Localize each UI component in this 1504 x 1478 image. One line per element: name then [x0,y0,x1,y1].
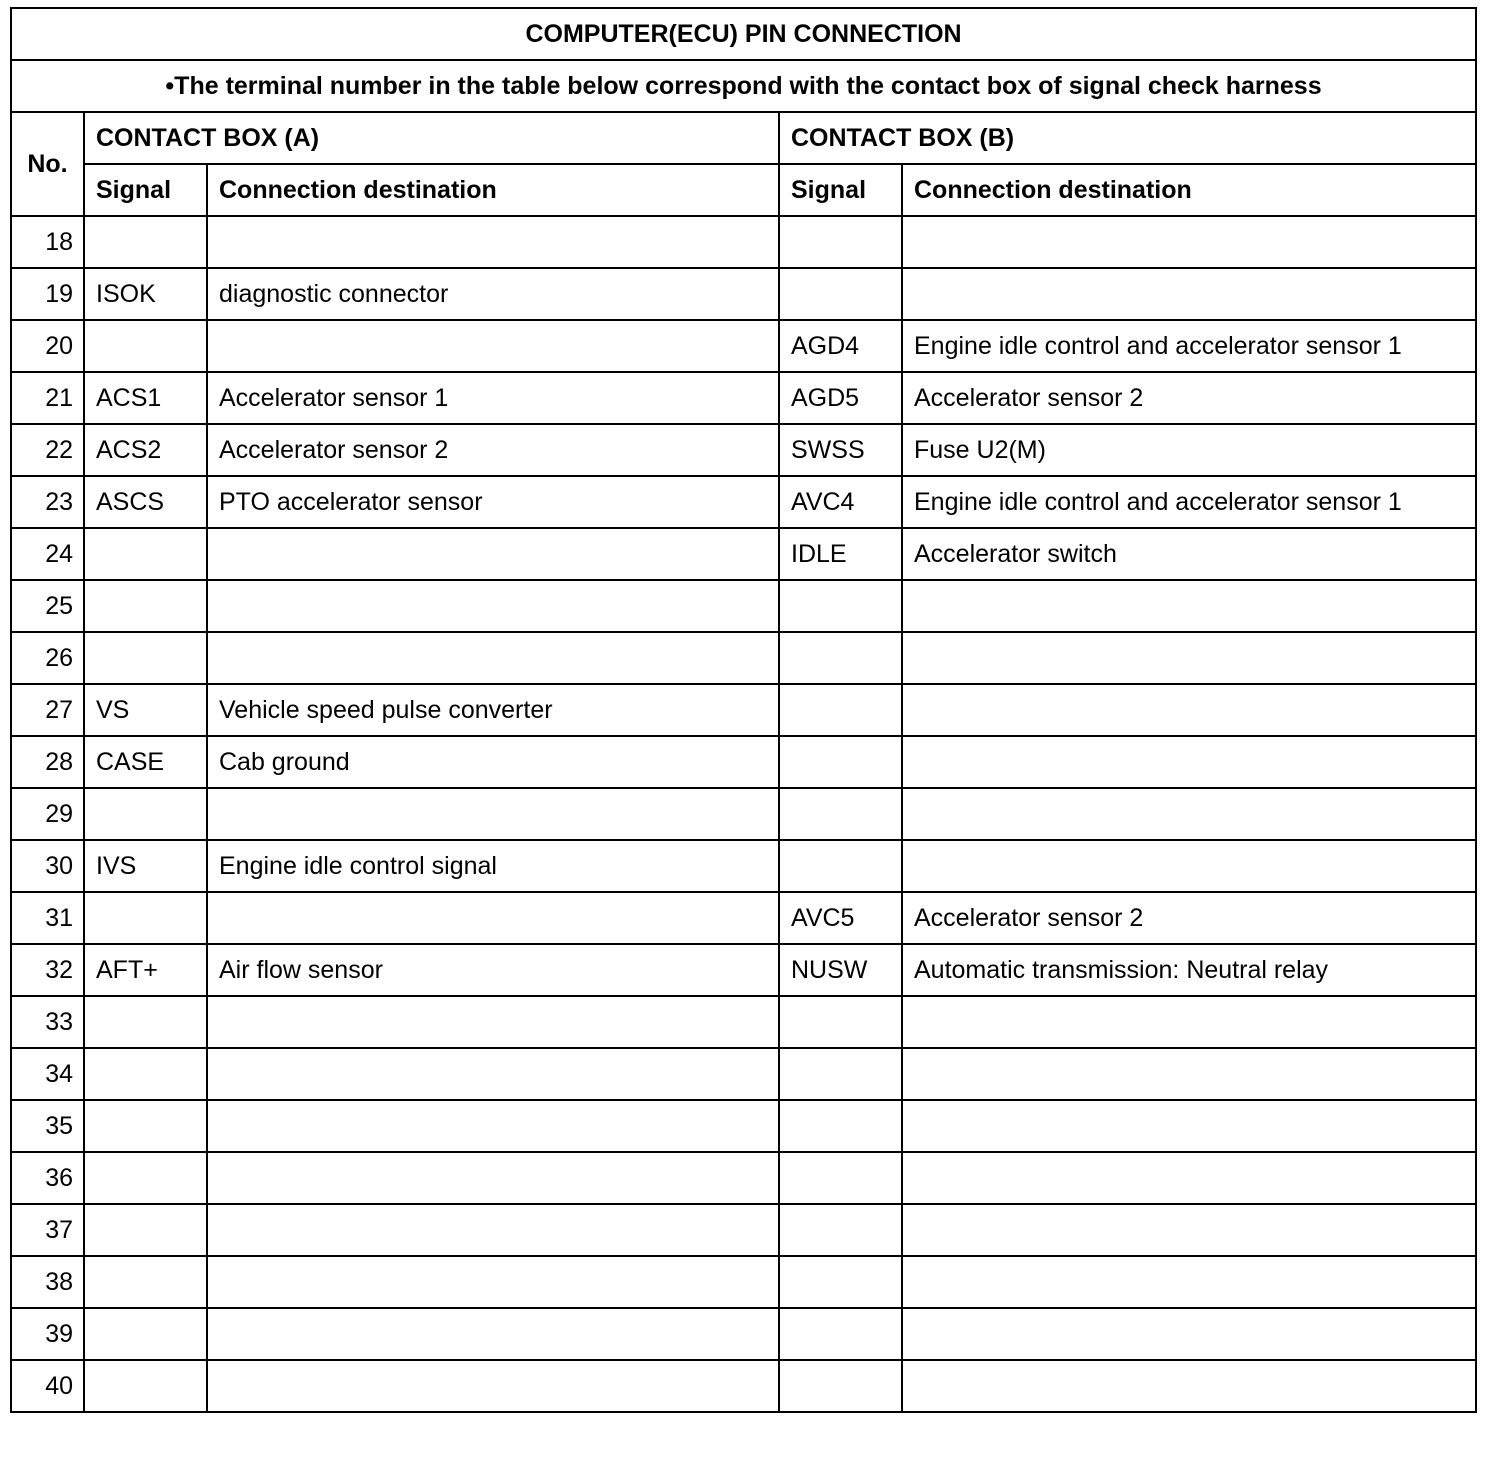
table-row [11,216,1476,268]
box-b-destination-cell [902,1048,1476,1100]
table-row [11,788,1476,840]
table-row [11,1152,1476,1204]
box-b-signal-cell [779,840,902,892]
table-row [11,632,1476,684]
box-a-destination-cell [207,892,779,944]
box-a-signal-cell: IVS [84,840,207,892]
box-a-signal-cell [84,1308,207,1360]
table-row [11,944,1476,996]
box-b-destination-cell: Engine idle control and accelerator sensor 1 [902,320,1476,372]
box-a-signal-cell: ACS1 [84,372,207,424]
box-b-destination-cell [902,736,1476,788]
pin-number-cell: 20 [11,320,84,372]
box-b-signal-cell [779,1360,902,1412]
box-b-destination-cell [902,1100,1476,1152]
box-a-signal-cell: ISOK [84,268,207,320]
box-a-signal-cell [84,216,207,268]
box-a-destination-cell: Air flow sensor [207,944,779,996]
box-b-signal-cell [779,1256,902,1308]
box-a-signal-cell [84,996,207,1048]
box-a-destination-cell [207,1048,779,1100]
box-a-signal-cell [84,1048,207,1100]
pin-number-cell: 38 [11,1256,84,1308]
table-row [11,1256,1476,1308]
box-b-signal-cell [779,632,902,684]
box-a-destination-cell [207,1100,779,1152]
box-b-destination-cell [902,268,1476,320]
box-a-destination-cell [207,996,779,1048]
table-row [11,840,1476,892]
pin-number-cell: 26 [11,632,84,684]
pin-number-cell: 39 [11,1308,84,1360]
box-b-destination-cell [902,1256,1476,1308]
pin-number-cell: 19 [11,268,84,320]
pin-connection-table [10,7,1477,1413]
box-a-destination-cell [207,632,779,684]
header-destination-b: Connection destination [902,164,1476,216]
table-row [11,372,1476,424]
pin-number-cell: 23 [11,476,84,528]
box-a-destination-cell: Engine idle control signal [207,840,779,892]
box-b-destination-cell [902,788,1476,840]
table-row [11,892,1476,944]
table-row [11,528,1476,580]
box-a-destination-cell [207,580,779,632]
header-contact-box-b: CONTACT BOX (B) [779,112,1476,164]
box-b-destination-cell [902,1152,1476,1204]
box-b-destination-cell: Accelerator sensor 2 [902,372,1476,424]
box-b-signal-cell: NUSW [779,944,902,996]
box-b-destination-cell: Fuse U2(M) [902,424,1476,476]
box-b-destination-cell [902,1308,1476,1360]
box-b-signal-cell: AGD5 [779,372,902,424]
box-b-destination-cell: Accelerator switch [902,528,1476,580]
box-a-destination-cell [207,1308,779,1360]
table-row [11,1100,1476,1152]
box-b-destination-cell [902,996,1476,1048]
box-b-destination-cell [902,840,1476,892]
header-signal-b: Signal [779,164,902,216]
box-a-destination-cell [207,1256,779,1308]
box-a-signal-cell: ACS2 [84,424,207,476]
pin-number-cell: 31 [11,892,84,944]
box-a-destination-cell: PTO accelerator sensor [207,476,779,528]
box-a-signal-cell [84,1256,207,1308]
box-a-signal-cell: VS [84,684,207,736]
box-a-signal-cell [84,892,207,944]
pin-number-cell: 35 [11,1100,84,1152]
box-a-signal-cell: AFT+ [84,944,207,996]
pin-number-cell: 40 [11,1360,84,1412]
box-b-signal-cell [779,684,902,736]
table-row [11,320,1476,372]
box-a-destination-cell: Cab ground [207,736,779,788]
table-row [11,1204,1476,1256]
box-b-destination-cell: Engine idle control and accelerator sensor 1 [902,476,1476,528]
table-row [11,996,1476,1048]
table-row [11,736,1476,788]
box-a-signal-cell [84,528,207,580]
box-b-signal-cell: SWSS [779,424,902,476]
box-b-destination-cell: Automatic transmission: Neutral relay [902,944,1476,996]
box-a-signal-cell [84,1204,207,1256]
pin-number-cell: 27 [11,684,84,736]
table-row [11,580,1476,632]
box-a-destination-cell [207,216,779,268]
pin-number-cell: 28 [11,736,84,788]
box-b-destination-cell: Accelerator sensor 2 [902,892,1476,944]
box-b-signal-cell [779,1204,902,1256]
pin-number-cell: 36 [11,1152,84,1204]
pin-number-cell: 29 [11,788,84,840]
box-a-destination-cell [207,788,779,840]
pin-number-cell: 33 [11,996,84,1048]
box-a-signal-cell [84,1100,207,1152]
box-b-signal-cell [779,736,902,788]
table-body [11,216,1476,1412]
box-a-signal-cell [84,1152,207,1204]
table-row [11,268,1476,320]
box-a-destination-cell [207,1152,779,1204]
table-note: •The terminal number in the table below correspond with the contact box of signal check harness [11,60,1476,112]
box-a-destination-cell: diagnostic connector [207,268,779,320]
box-b-signal-cell: AVC5 [779,892,902,944]
box-b-destination-cell [902,1360,1476,1412]
box-a-signal-cell: ASCS [84,476,207,528]
box-b-signal-cell: AVC4 [779,476,902,528]
box-b-signal-cell: AGD4 [779,320,902,372]
header-destination-a: Connection destination [207,164,779,216]
pin-number-cell: 18 [11,216,84,268]
pin-number-cell: 30 [11,840,84,892]
pin-number-cell: 25 [11,580,84,632]
box-b-destination-cell [902,1204,1476,1256]
pin-number-cell: 21 [11,372,84,424]
box-b-signal-cell [779,580,902,632]
box-b-destination-cell [902,684,1476,736]
box-b-signal-cell [779,1048,902,1100]
box-b-signal-cell [779,1152,902,1204]
box-a-signal-cell [84,320,207,372]
box-b-signal-cell [779,996,902,1048]
box-b-signal-cell [779,216,902,268]
box-a-destination-cell [207,1360,779,1412]
table-row [11,476,1476,528]
box-a-destination-cell: Accelerator sensor 2 [207,424,779,476]
box-b-destination-cell [902,632,1476,684]
box-a-signal-cell [84,1360,207,1412]
pin-number-cell: 34 [11,1048,84,1100]
box-b-signal-cell [779,1100,902,1152]
box-b-signal-cell [779,788,902,840]
header-contact-box-a: CONTACT BOX (A) [84,112,779,164]
box-a-signal-cell [84,580,207,632]
box-a-destination-cell: Vehicle speed pulse converter [207,684,779,736]
box-b-destination-cell [902,216,1476,268]
table-row [11,1308,1476,1360]
box-a-signal-cell [84,632,207,684]
pin-number-cell: 32 [11,944,84,996]
table-row [11,1048,1476,1100]
header-no: No. [11,112,84,216]
box-a-destination-cell [207,528,779,580]
table-title: COMPUTER(ECU) PIN CONNECTION [11,8,1476,60]
pin-number-cell: 24 [11,528,84,580]
box-a-signal-cell: CASE [84,736,207,788]
box-b-destination-cell [902,580,1476,632]
box-a-signal-cell [84,788,207,840]
box-b-signal-cell [779,1308,902,1360]
header-signal-a: Signal [84,164,207,216]
pin-number-cell: 37 [11,1204,84,1256]
table-row [11,1360,1476,1412]
box-a-destination-cell: Accelerator sensor 1 [207,372,779,424]
box-b-signal-cell [779,268,902,320]
box-a-destination-cell [207,320,779,372]
box-a-destination-cell [207,1204,779,1256]
pin-number-cell: 22 [11,424,84,476]
table-row [11,684,1476,736]
box-b-signal-cell: IDLE [779,528,902,580]
table-row [11,424,1476,476]
